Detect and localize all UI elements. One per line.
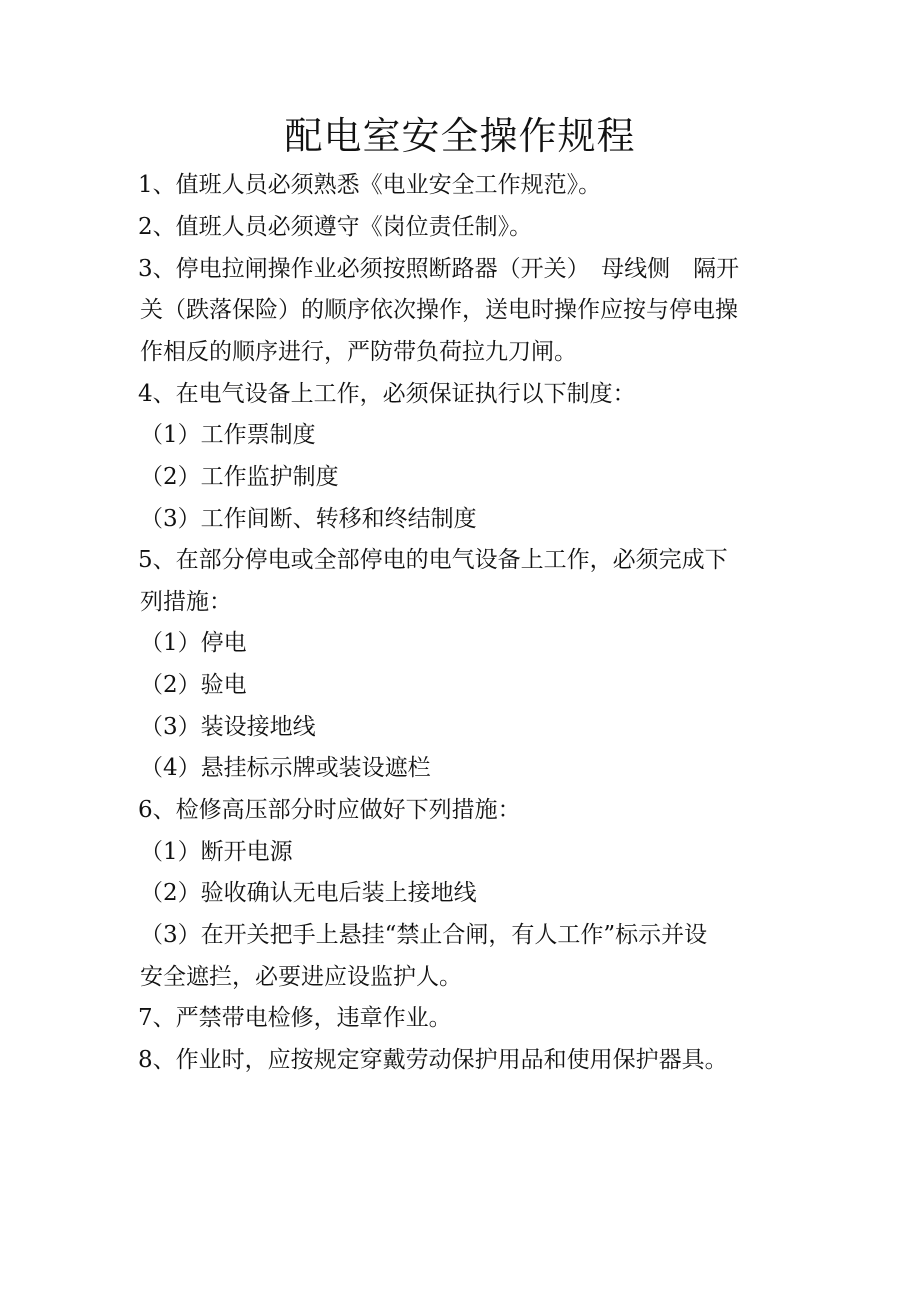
rule-5-item-1: （1）停电 [140,630,247,656]
rule-4: 4、在电气设备上工作，必须保证执行以下制度： [138,381,636,407]
rule-6: 6、检修高压部分时应做好下列措施： [138,797,521,823]
rule-6-item-2: （2）验收确认无电后装上接地线 [140,880,477,906]
rule-1: 1、值班人员必须熟悉《电业安全工作规范》。 [138,172,602,198]
rule-6-item-3-line-1: （3）在开关把手上悬挂“禁止合闸，有人工作”标示并设 [140,922,708,948]
rule-5-item-2: （2）验电 [140,672,247,698]
rule-5-line-1: 5、在部分停电或全部停电的电气设备上工作，必须完成下 [138,547,728,573]
document-title: 配电室安全操作规程 [284,114,636,158]
rule-8: 8、作业时，应按规定穿戴劳动保护用品和使用保护器具。 [138,1047,728,1073]
rule-6-item-3-line-2: 安全遮拦，必要进应设监护人。 [140,964,462,990]
rule-6-item-1: （1）断开电源 [140,839,293,865]
rule-4-item-2: （2）工作监护制度 [140,464,339,490]
rule-2: 2、值班人员必须遵守《岗位责任制》。 [138,214,533,240]
rule-5-item-3: （3）装设接地线 [140,714,316,740]
rule-5-item-4: （4）悬挂标示牌或装设遮栏 [140,755,431,781]
rule-3-line-3: 作相反的顺序进行，严防带负荷拉九刀闸。 [140,339,577,365]
rule-3-line-2: 关（跌落保险）的顺序依次操作，送电时操作应按与停电操 [140,297,738,323]
rule-7: 7、严禁带电检修，违章作业。 [138,1005,452,1031]
rule-3-line-1: 3、停电拉闸操作业必须按照断路器（开关） 母线侧 隔开 [138,256,740,282]
rule-4-item-3: （3）工作间断、转移和终结制度 [140,506,477,532]
rule-5-line-2: 列措施： [140,589,232,615]
rule-4-item-1: （1）工作票制度 [140,422,316,448]
